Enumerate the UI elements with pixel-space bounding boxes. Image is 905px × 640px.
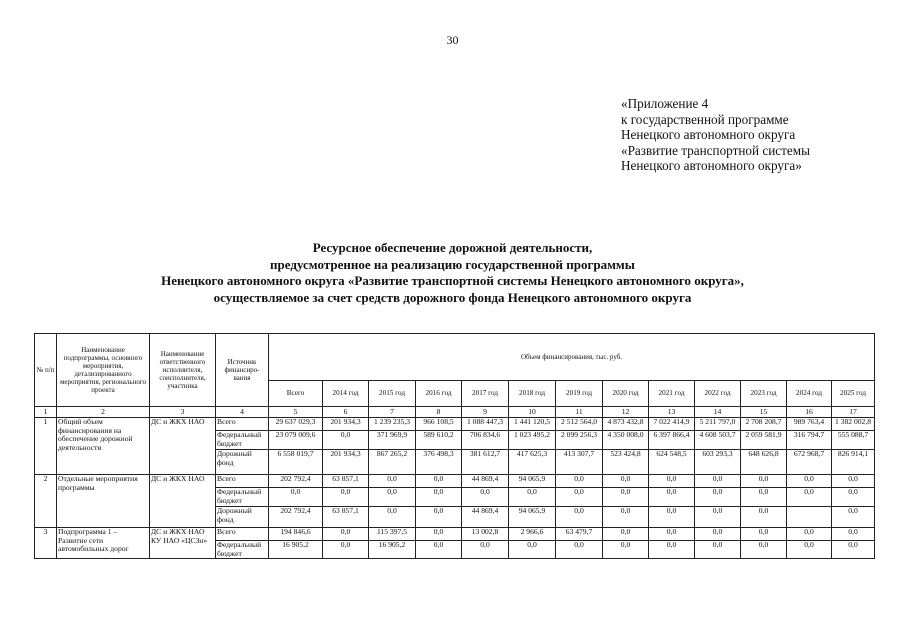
value-cell: 7 022 414,9	[649, 418, 695, 431]
value-cell: 2 512 564,0	[556, 418, 603, 431]
header-year: 2021 год	[649, 381, 695, 407]
column-index: 12	[603, 407, 649, 418]
row-number: 3	[35, 528, 57, 559]
column-index: 1	[35, 407, 57, 418]
header-volume: Объем финансирования, тыс. руб.	[269, 334, 875, 381]
value-cell: 4 350 008,0	[603, 431, 649, 450]
value-cell: 0,0	[832, 528, 875, 541]
table-row	[35, 528, 875, 541]
value-cell: 194 846,6	[269, 528, 323, 541]
value-cell: 0,0	[556, 507, 603, 528]
value-cell: 1 088 447,3	[462, 418, 509, 431]
value-cell: 16 905,2	[369, 541, 416, 559]
header-year: 2020 год	[603, 381, 649, 407]
value-cell: 0,0	[649, 488, 695, 507]
header-year: 2024 год	[787, 381, 832, 407]
value-cell: 0,0	[416, 507, 462, 528]
value-cell: 1 382 002,8	[832, 418, 875, 431]
appendix-line: «Приложение 4	[621, 96, 709, 111]
value-cell: 989 763,4	[787, 418, 832, 431]
value-cell: 2 059 581,9	[741, 431, 787, 450]
appendix-line: «Развитие транспортной системы	[621, 142, 810, 158]
header-year: 2022 год	[695, 381, 741, 407]
value-cell: 6 558 019,7	[269, 450, 323, 475]
value-cell: 0,0	[741, 475, 787, 488]
value-cell: 0,0	[649, 528, 695, 541]
header-name: Наименование подпрограммы, основного мероприятия, детализированного мероприятия, регионального проекта	[57, 334, 150, 407]
value-cell: 0,0	[741, 541, 787, 559]
value-cell: 6 397 866,4	[649, 431, 695, 450]
value-cell: 589 610,2	[416, 431, 462, 450]
table-row	[35, 418, 875, 431]
value-cell: 0,0	[323, 541, 369, 559]
column-index: 17	[832, 407, 875, 418]
column-index: 4	[216, 407, 269, 418]
value-cell: 1 441 120,5	[509, 418, 556, 431]
measure-name: Отдельные мероприятия программы	[57, 475, 150, 528]
funding-source: Дорожный фонд	[216, 507, 269, 528]
header-year: 2014 год	[323, 381, 369, 407]
column-index: 15	[741, 407, 787, 418]
value-cell: 0,0	[462, 488, 509, 507]
value-cell: 23 079 009,6	[269, 431, 323, 450]
value-cell: 376 498,3	[416, 450, 462, 475]
value-cell: 0,0	[787, 541, 832, 559]
value-cell: 0,0	[832, 507, 875, 528]
appendix-line: Ненецкого автономного округа»	[621, 158, 802, 174]
value-cell: 648 626,8	[741, 450, 787, 475]
value-cell: 13 002,8	[462, 528, 509, 541]
value-cell: 0,0	[649, 475, 695, 488]
value-cell: 63 857,1	[323, 475, 369, 488]
value-cell: 0,0	[787, 488, 832, 507]
value-cell: 0,0	[787, 528, 832, 541]
header-year: 2019 год	[556, 381, 603, 407]
value-cell: 706 834,6	[462, 431, 509, 450]
value-cell: 44 869,4	[462, 507, 509, 528]
funding-source: Дорожный фонд	[216, 450, 269, 475]
value-cell: 0,0	[269, 488, 323, 507]
value-cell: 0,0	[649, 541, 695, 559]
table-row	[35, 475, 875, 488]
funding-source: Всего	[216, 528, 269, 541]
value-cell: 2 708 208,7	[741, 418, 787, 431]
value-cell: 0,0	[323, 528, 369, 541]
column-index: 16	[787, 407, 832, 418]
title-line: предусмотренное на реализацию государственной программы	[270, 256, 635, 272]
value-cell: 0,0	[416, 475, 462, 488]
value-cell: 0,0	[416, 541, 462, 559]
column-index: 2	[57, 407, 150, 418]
value-cell: 0,0	[741, 507, 787, 528]
column-index: 6	[323, 407, 369, 418]
value-cell: 0,0	[695, 475, 741, 488]
value-cell: 0,0	[741, 488, 787, 507]
value-cell: 0,0	[603, 528, 649, 541]
value-cell: 0,0	[369, 488, 416, 507]
value-cell: 0,0	[416, 528, 462, 541]
row-number: 1	[35, 418, 57, 475]
value-cell: 0,0	[323, 431, 369, 450]
value-cell: 0,0	[695, 541, 741, 559]
header-executor: Наименование ответственного исполнителя, соисполнителя, участника	[150, 334, 216, 407]
value-cell: 624 548,5	[649, 450, 695, 475]
value-cell: 0,0	[741, 528, 787, 541]
value-cell: 94 065,9	[509, 507, 556, 528]
value-cell: 0,0	[603, 541, 649, 559]
value-cell: 1 239 235,3	[369, 418, 416, 431]
executor-name: ДС и ЖКХ НАО	[150, 475, 216, 528]
value-cell: 0,0	[603, 507, 649, 528]
value-cell: 29 637 029,3	[269, 418, 323, 431]
measure-name: Подпрограмма 1 – Развитие сети автомобильных дорог	[57, 528, 150, 559]
value-cell: 0,0	[556, 488, 603, 507]
value-cell: 5 211 797,0	[695, 418, 741, 431]
document-title	[0, 240, 905, 306]
title-line: осуществляемое за счет средств дорожного фонда Ненецкого автономного округа	[213, 289, 692, 305]
column-index: 14	[695, 407, 741, 418]
header-year: 2023 год	[741, 381, 787, 407]
value-cell: 63 857,1	[323, 507, 369, 528]
column-index: 5	[269, 407, 323, 418]
header-row	[35, 334, 875, 381]
column-index-row	[35, 407, 875, 418]
value-cell: 413 307,7	[556, 450, 603, 475]
value-cell: 0,0	[556, 475, 603, 488]
value-cell: 826 914,1	[832, 450, 875, 475]
header-year: 2016 год	[416, 381, 462, 407]
value-cell: 316 794,7	[787, 431, 832, 450]
column-index: 9	[462, 407, 509, 418]
financing-table	[34, 333, 875, 559]
title-line: Ненецкого автономного округа «Развитие транспортной системы Ненецкого автономного округа»,	[161, 273, 744, 288]
value-cell: 0,0	[832, 488, 875, 507]
value-cell: 417 625,3	[509, 450, 556, 475]
value-cell: 115 397,5	[369, 528, 416, 541]
value-cell: 0,0	[787, 475, 832, 488]
column-index: 11	[556, 407, 603, 418]
value-cell: 0,0	[509, 541, 556, 559]
column-index: 3	[150, 407, 216, 418]
value-cell: 381 612,7	[462, 450, 509, 475]
value-cell: 2 966,6	[509, 528, 556, 541]
funding-source: Всего	[216, 418, 269, 431]
value-cell: 0,0	[556, 541, 603, 559]
value-cell: 16 905,2	[269, 541, 323, 559]
page-number: 30	[446, 33, 459, 47]
funding-source: Всего	[216, 475, 269, 488]
value-cell: 0,0	[369, 507, 416, 528]
value-cell: 0,0	[832, 541, 875, 559]
value-cell: 0,0	[695, 528, 741, 541]
header-num: № п/п	[35, 334, 57, 407]
value-cell: 4 608 503,7	[695, 431, 741, 450]
column-index: 8	[416, 407, 462, 418]
value-cell: 2 099 256,3	[556, 431, 603, 450]
value-cell: 0,0	[603, 475, 649, 488]
value-cell: 0,0	[462, 541, 509, 559]
appendix-note	[621, 96, 810, 174]
column-index: 10	[509, 407, 556, 418]
value-cell: 63 479,7	[556, 528, 603, 541]
column-index: 13	[649, 407, 695, 418]
value-cell: 555 088,7	[832, 431, 875, 450]
header-year: 2015 год	[369, 381, 416, 407]
header-total: Всего	[269, 381, 323, 407]
funding-source: Федеральный бюджет	[216, 431, 269, 450]
title-line: Ресурсное обеспечение дорожной деятельности,	[312, 240, 593, 255]
executor-name: ДС и ЖКХ НАО	[150, 418, 216, 475]
funding-source: Федеральный бюджет	[216, 488, 269, 507]
value-cell: 371 969,9	[369, 431, 416, 450]
value-cell: 966 108,5	[416, 418, 462, 431]
value-cell: 94 065,9	[509, 475, 556, 488]
header-year: 2018 год	[509, 381, 556, 407]
value-cell: 201 934,3	[323, 450, 369, 475]
value-cell: 44 869,4	[462, 475, 509, 488]
value-cell: 0,0	[369, 475, 416, 488]
appendix-line: к государственной программе	[621, 111, 789, 127]
value-cell: 1 023 495,2	[509, 431, 556, 450]
value-cell: 201 934,3	[323, 418, 369, 431]
executor-name: ДС и ЖКХ НАО КУ НАО «ЦСЗн»	[150, 528, 216, 559]
value-cell: 0,0	[603, 488, 649, 507]
appendix-line: Ненецкого автономного округа	[621, 127, 796, 143]
value-cell: 4 873 432,8	[603, 418, 649, 431]
header-source: Источник финансиро-вания	[216, 334, 269, 407]
value-cell: 523 424,8	[603, 450, 649, 475]
value-cell	[787, 507, 832, 528]
column-index: 7	[369, 407, 416, 418]
value-cell: 202 792,4	[269, 475, 323, 488]
value-cell: 603 293,3	[695, 450, 741, 475]
funding-source: Федеральный бюджет	[216, 541, 269, 559]
value-cell: 867 265,2	[369, 450, 416, 475]
header-year: 2025 год	[832, 381, 875, 407]
row-number: 2	[35, 475, 57, 528]
value-cell: 0,0	[695, 507, 741, 528]
value-cell: 202 792,4	[269, 507, 323, 528]
value-cell: 0,0	[323, 488, 369, 507]
value-cell: 0,0	[416, 488, 462, 507]
measure-name: Общий объем финансирования на обеспечение дорожной деятельности	[57, 418, 150, 475]
value-cell: 0,0	[509, 488, 556, 507]
value-cell: 0,0	[832, 475, 875, 488]
value-cell: 0,0	[649, 507, 695, 528]
value-cell: 0,0	[695, 488, 741, 507]
header-year: 2017 год	[462, 381, 509, 407]
value-cell: 672 968,7	[787, 450, 832, 475]
